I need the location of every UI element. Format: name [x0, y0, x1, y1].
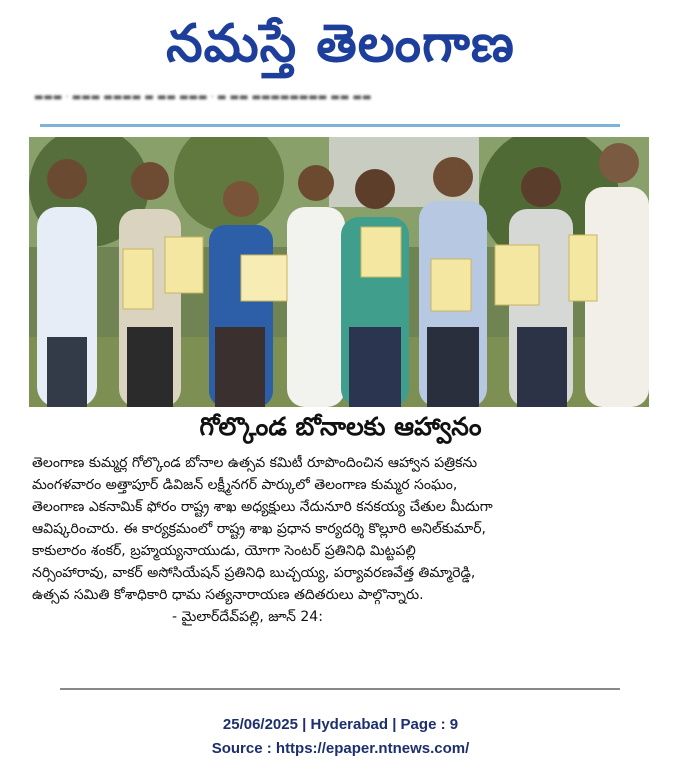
- article-line: కాకులారం శంకర్, బ్రహ్మయ్యనాయుడు, యోగా సెంటర్ ప్రతినిధి మిట్టపల్లి: [32, 543, 416, 559]
- article-line: ఆవిష్కరించారు. ఈ కార్యక్రమంలో రాష్ట్ర శాఖ ప్రధాన కార్యదర్శి కొల్లూరి అనిల్‌కుమార్,: [32, 521, 486, 537]
- article-line: తెలంగాణ ఎకనామిక్ ఫోరం రాష్ట్ర శాఖ అధ్యక్షులు నేదునూరి కనకయ్య చేతుల మీదుగా: [32, 499, 493, 515]
- masthead: [0, 4, 681, 84]
- newspaper-title: నమస్తే తెలంగాణ: [166, 14, 515, 74]
- article-line: తెలంగాణ కుమ్మర్ల గోల్కొండ బోనాల ఉత్సవ కమిటీ రూపొందించిన ఆహ్వాన పత్రికను: [32, 455, 478, 471]
- footer-source-line: Source : https://epaper.ntnews.com/: [211, 740, 470, 757]
- article-body: [32, 452, 652, 628]
- article-line: నర్సింహారావు, వాకర్ అసోసియేషన్ ప్రతినిధి బుచ్చయ్య, పర్యావరణవేత్త తిమ్మారెడ్డి,: [32, 565, 476, 581]
- top-divider: [40, 124, 620, 127]
- article-line: మంగళవారం అత్తాపూర్ డివిజన్ లక్ష్మీనగర్ పార్కులో తెలంగాణ కుమ్మర సంఘం,: [32, 477, 458, 493]
- footer-date-line: 25/06/2025 | Hyderabad | Page : 9: [222, 716, 459, 733]
- bottom-divider: [60, 688, 620, 690]
- news-photo: [29, 137, 649, 407]
- dateline-strip: ▬▬▬ · ▬▬▬ ▬▬▬▬ ▬ ▬▬ ▬▬▬ · ▬ ▬▬ ▬▬▬▬▬▬▬▬ ▬▬ ▬▬: [34, 92, 372, 103]
- group-photo-illustration: [29, 137, 649, 407]
- article-line: ఉత్సవ సమితి కోశాధికారి ధామ సత్యనారాయణ తదితరులు పాల్గొన్నారు.: [32, 587, 424, 603]
- article-headline: గోల్కొండ బోనాలకు ఆహ్వానం: [199, 412, 482, 441]
- article-byline: - మైలార్‌దేవ్‌పల్లి, జూన్ 24:: [172, 609, 323, 625]
